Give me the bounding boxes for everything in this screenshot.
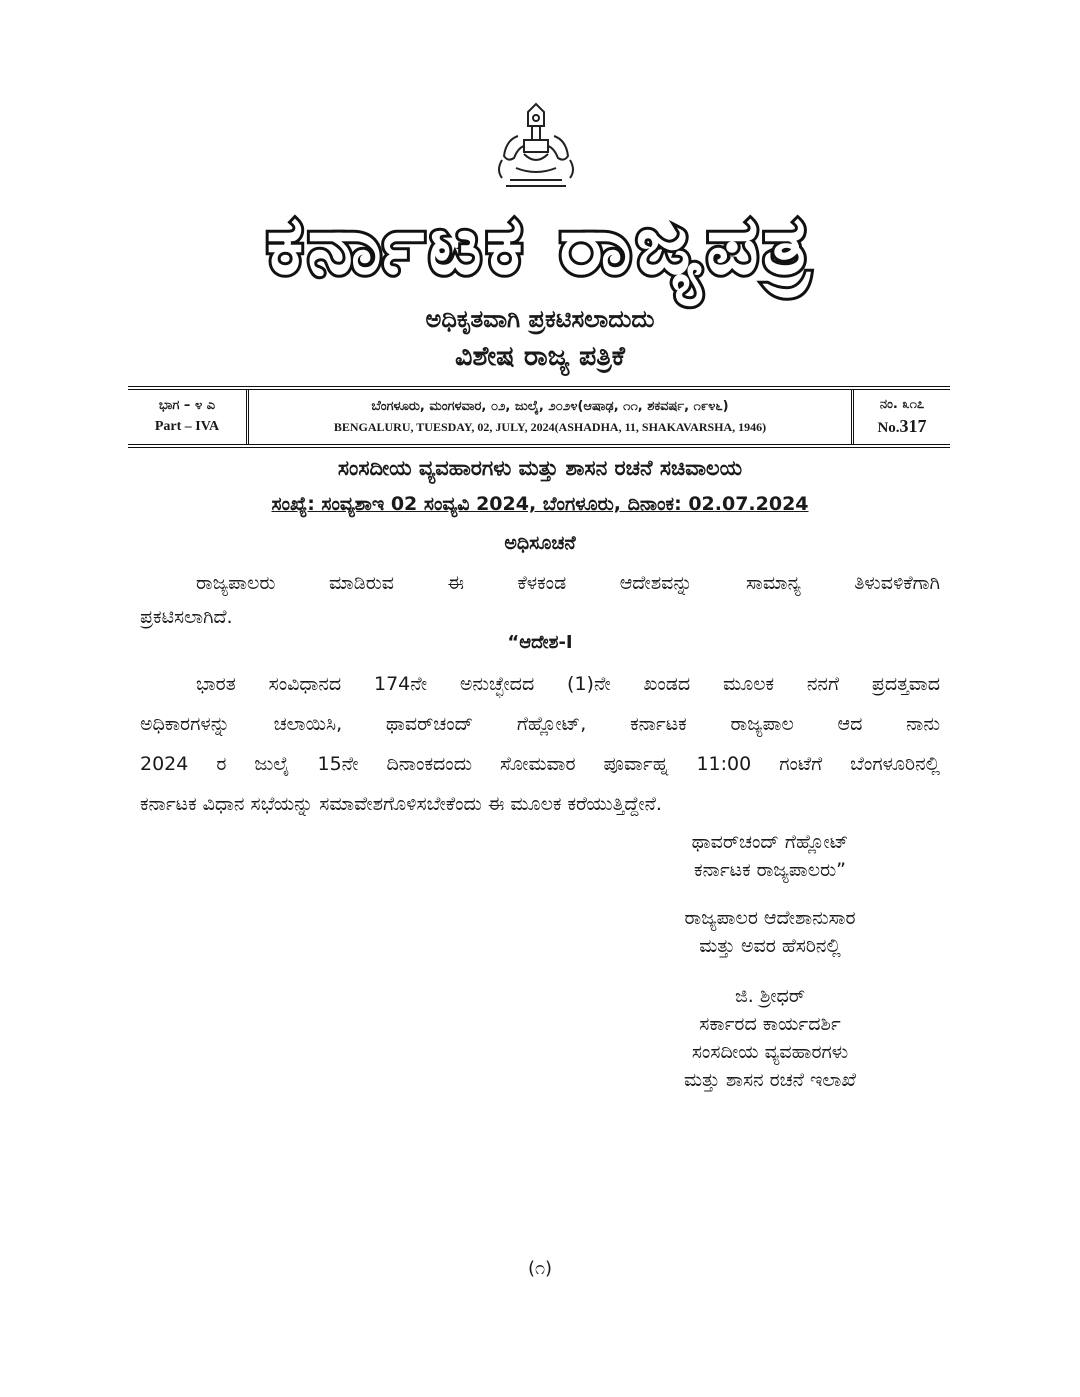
part-kannada: ಭಾಗ – ೪ ಎ [158,398,216,413]
secretary-title: ಸರ್ಕಾರದ ಕಾರ್ಯದರ್ಶಿ [699,1013,841,1035]
masthead-subtitle-special: ವಿಶೇಷ ರಾಜ್ಯ ಪತ್ರಿಕೆ [455,341,625,372]
part-english: Part – IVA [154,419,220,434]
order-line: ಕರ್ನಾಟಕ ವಿಧಾನ ಸಭೆಯನ್ನು ಸಮಾವೇಶಗೊಳಿಸಬೇಕೆಂದು ಈ ಮೂಲಕ ಕರೆಯುತ್ತಿದ್ದೇನೆ. [140,793,662,815]
state-emblem-icon [488,96,584,192]
order-paragraph [140,664,940,824]
governor-title: ಕರ್ನಾಟಕ ರಾಜ್ಯಪಾಲರು” [694,859,846,881]
department-heading: ಸಂಸದೀಯ ವ್ಯವಹಾರಗಳು ಮತ್ತು ಶಾಸನ ರಚನೆ ಸಚಿವಾಲಯ [337,456,743,480]
by-order-block [560,904,980,960]
date-english: BENGALURU, TUESDAY, 02, JULY, 2024(ASHADHA, 11, SHAKAVARSHA, 1946) [333,420,767,434]
secretary-dept-line: ಸಂಸದೀಯ ವ್ಯವಹಾರಗಳು [691,1041,849,1063]
order-line: ಅಧಿಕಾರಗಳನ್ನು ಚಲಾಯಿಸಿ, ಥಾವರ್‌ಚಂದ್ ಗೆಹ್ಲೋಟ್, ಕರ್ನಾಟಕ ರಾಜ್ಯಪಾಲ ಆದ ನಾನು [140,713,940,735]
secretary-signature-block [560,982,980,1094]
intro-paragraph [140,566,940,634]
intro-line: ಪ್ರಕಟಿಸಲಾಗಿದೆ. [140,606,233,628]
order-line: ಭಾರತ ಸಂವಿಧಾನದ 174ನೇ ಅನುಚ್ಛೇದದ (1)ನೇ ಖಂಡದ ಮೂಲಕ ನನಗೆ ಪ್ರದತ್ತವಾದ [196,673,940,695]
by-order-line: ಮತ್ತು ಅವರ ಹೆಸರಿನಲ್ಲಿ [699,935,841,957]
date-kannada: ಬೆಂಗಳೂರು, ಮಂಗಳವಾರ, ೦೨, ಜುಲೈ, ೨೦೨೪(ಆಷಾಢ, ೧೧, ಶಕವರ್ಷ, ೧೯೪೬) [371,399,729,414]
number-cell [854,390,950,444]
number-label: No. [877,420,900,436]
governor-signature-block [560,828,980,884]
governor-name: ಥಾವರ್‌ಚಂದ್ ಗೆಹ್ಲೋಟ್ [691,831,849,853]
date-cell [249,390,854,444]
gazette-masthead-title: ಕರ್ನಾಟಕ ರಾಜ್ಯಪತ್ರ [266,198,814,293]
order-line: 2024 ರ ಜುಲೈ 15ನೇ ದಿನಾಂಕದಂದು ಸೋಮವಾರ ಪೂರ್ವಾಹ್ನ 11:00 ಗಂಟೆಗೆ ಬೆಂಗಳೂರಿನಲ್ಲಿ [140,753,940,775]
issue-header-table [128,386,950,448]
number-kannada: ನಂ. ೩೧೭ [879,397,925,412]
reference-number: ಸಂಖ್ಯೆ: ಸಂವ್ಯಶಾಇ 02 ಸಂವ್ಯವಿ 2024, ಬೆಂಗಳೂರು, ದಿನಾಂಕ: 02.07.2024 [271,493,809,515]
secretary-name: ಜಿ. ಶ್ರೀಧರ್ [734,985,806,1007]
page-number: (೧) [527,1258,553,1279]
number-english [877,415,926,439]
part-cell [128,390,249,444]
order-title: “ಆದೇಶ-I [507,632,573,653]
number-value: 317 [899,416,927,436]
by-order-line: ರಾಜ್ಯಪಾಲರ ಆದೇಶಾನುಸಾರ [684,907,856,929]
secretary-dept-line: ಮತ್ತು ಶಾಸನ ರಚನೆ ಇಲಾಖೆ [683,1069,856,1091]
notification-heading: ಅಧಿಸೂಚನೆ [504,532,576,554]
intro-line: ರಾಜ್ಯಪಾಲರು ಮಾಡಿರುವ ಈ ಕೆಳಕಂಡ ಆದೇಶವನ್ನು ಸಾಮಾನ್ಯ ತಿಳುವಳಿಕೆಗಾಗಿ [196,572,940,594]
masthead-subtitle-official: ಅಧಿಕೃತವಾಗಿ ಪ್ರಕಟಿಸಲಾದುದು [425,305,655,333]
